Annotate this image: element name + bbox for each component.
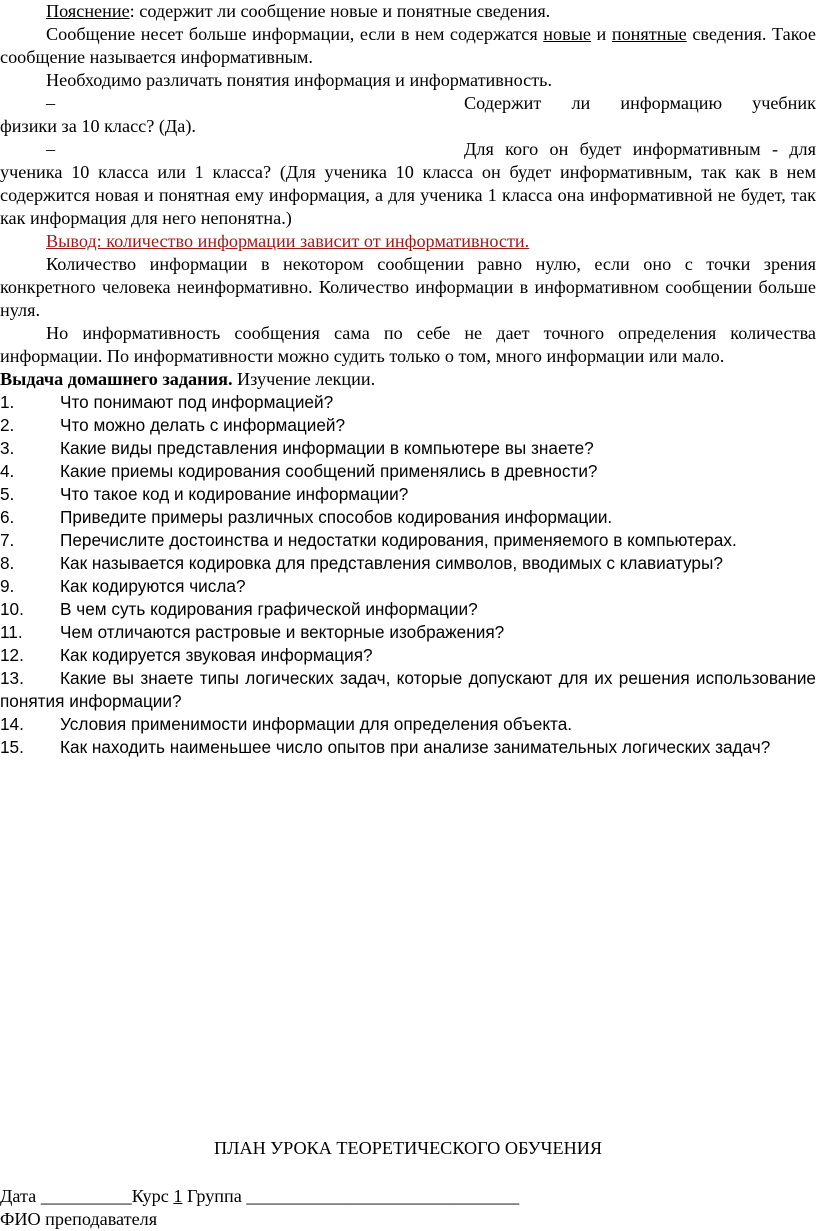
question-text: Что понимают под информацией? xyxy=(60,392,334,412)
question-number: 7. xyxy=(0,530,15,550)
conclusion-text: Вывод: количество информации зависит от информативности. xyxy=(46,231,530,251)
question-text: Чем отличаются растровые и векторные изображения? xyxy=(60,622,505,642)
new-word: новые xyxy=(543,24,591,44)
question-text: Условия применимости информации для определения объекта. xyxy=(60,714,573,734)
teacher-line xyxy=(0,1208,816,1231)
homework-question-3 xyxy=(0,437,816,460)
plan-title: ПЛАН УРОКА ТЕОРЕТИЧЕСКОГО ОБУЧЕНИЯ xyxy=(213,1138,603,1158)
question-1-lead: Содержит ли информацию учебник xyxy=(464,93,816,113)
message-paragraph xyxy=(0,23,816,69)
question-number: 6. xyxy=(0,507,15,527)
question-number: 14. xyxy=(0,714,24,734)
conclusion xyxy=(0,230,816,253)
homework-question-14 xyxy=(0,713,816,736)
question-number: 15. xyxy=(0,737,24,757)
homework-line xyxy=(0,368,816,391)
homework-question-7 xyxy=(0,529,816,552)
group-blank: ______________________________ xyxy=(246,1186,520,1206)
question-number: 2. xyxy=(0,415,15,435)
homework-question-15 xyxy=(0,736,816,759)
question-number: 1. xyxy=(0,392,15,412)
question-2-first-line xyxy=(0,138,816,161)
question-number: 4. xyxy=(0,461,15,481)
informativeness-paragraph: Но информативность сообщения сама по себе не дает точного определения количества информации. По информативности можно судить только о том, много информации или мало. xyxy=(0,323,816,366)
date-blank: __________ xyxy=(40,1186,132,1206)
date-label: Дата xyxy=(0,1186,37,1206)
message-text-b: сведения. Такое сообщение называется информативным. xyxy=(0,24,816,67)
explanation-text: : содержит ли сообщение новые и понятные сведения. xyxy=(129,1,551,21)
dash: – xyxy=(46,139,56,159)
question-text: Как называется кодировка для представления символов, вводимых с клавиатуры? xyxy=(60,553,723,573)
question-number: 10. xyxy=(0,599,24,619)
homework-question-1 xyxy=(0,391,816,414)
homework-question-8 xyxy=(0,552,816,575)
group-label: Группа xyxy=(182,1186,242,1206)
date-course-group-line xyxy=(0,1185,816,1208)
question-text: Что можно делать с информацией? xyxy=(60,415,346,435)
homework-question-6 xyxy=(0,506,816,529)
zero-info-paragraph: Количество информации в некотором сообщении равно нулю, если оно с точки зрения конкретного человека неинформативно. Количество информации в информативном сообщении больше нуля. xyxy=(0,254,816,320)
homework-text: Изучение лекции. xyxy=(232,369,376,389)
teacher-label: ФИО преподавателя xyxy=(0,1209,158,1229)
question-number: 9. xyxy=(0,576,15,596)
question-text: Как кодируется звуковая информация? xyxy=(60,645,373,665)
question-1-first-line xyxy=(0,92,816,115)
explanation-label: Пояснение xyxy=(46,1,130,21)
homework-question-9 xyxy=(0,575,816,598)
and-word: и xyxy=(591,24,612,44)
question-text: Что такое код и кодирование информации? xyxy=(60,484,409,504)
question-text: Приведите примеры различных способов кодирования информации. xyxy=(60,507,613,527)
distinguish-paragraph: Необходимо различать понятия информация и информативность. xyxy=(46,70,553,90)
dash: – xyxy=(46,93,56,113)
question-number: 12. xyxy=(0,645,24,665)
question-text: В чем суть кодирования графической информации? xyxy=(60,599,478,619)
homework-questions xyxy=(0,391,816,759)
message-text-a: Сообщение несет больше информации, если в нем содержатся xyxy=(46,24,544,44)
homework-question-11 xyxy=(0,621,816,644)
question-2-lead: Для кого он будет информативным - для xyxy=(464,139,816,159)
homework-question-10 xyxy=(0,598,816,621)
question-number: 3. xyxy=(0,438,15,458)
homework-question-5 xyxy=(0,483,816,506)
question-text: Как кодируются числа? xyxy=(60,576,246,596)
question-number: 13. xyxy=(0,668,24,688)
explanation-paragraph xyxy=(0,0,816,23)
homework-question-2 xyxy=(0,414,816,437)
course-label: Курс xyxy=(131,1186,169,1206)
homework-question-4 xyxy=(0,460,816,483)
question-text: Какие приемы кодирования сообщений применялись в древности? xyxy=(60,461,598,481)
question-number: 8. xyxy=(0,553,15,573)
question-1-block xyxy=(0,92,816,138)
homework-question-12 xyxy=(0,644,816,667)
course-value: 1 xyxy=(173,1186,183,1206)
homework-label: Выдача домашнего задания. xyxy=(0,369,233,389)
clear-word: понятные xyxy=(611,24,687,44)
question-text: Перечислите достоинства и недостатки кодирования, применяемого в компьютерах. xyxy=(60,530,737,550)
question-text: Какие виды представления информации в компьютере вы знаете? xyxy=(60,438,594,458)
question-text: Как находить наименьшее число опытов при анализе занимательных логических задач? xyxy=(60,737,771,757)
homework-question-13 xyxy=(0,667,816,713)
question-number: 11. xyxy=(0,622,23,642)
question-1-rest: физики за 10 класс? (Да). xyxy=(0,116,196,136)
question-2-rest: ученика 10 класса или 1 класса? (Для ученика 10 класса он будет информативным, так как в нем содержится новая и понятная ему информация, а для ученика 1 класса она информативной не будет, так как информация для него непонятна.) xyxy=(0,162,816,228)
question-number: 5. xyxy=(0,484,15,504)
question-text: Какие вы знаете типы логических задач, которые допускают для их решения использование понятия информации? xyxy=(0,668,816,711)
question-2-block xyxy=(0,138,816,230)
